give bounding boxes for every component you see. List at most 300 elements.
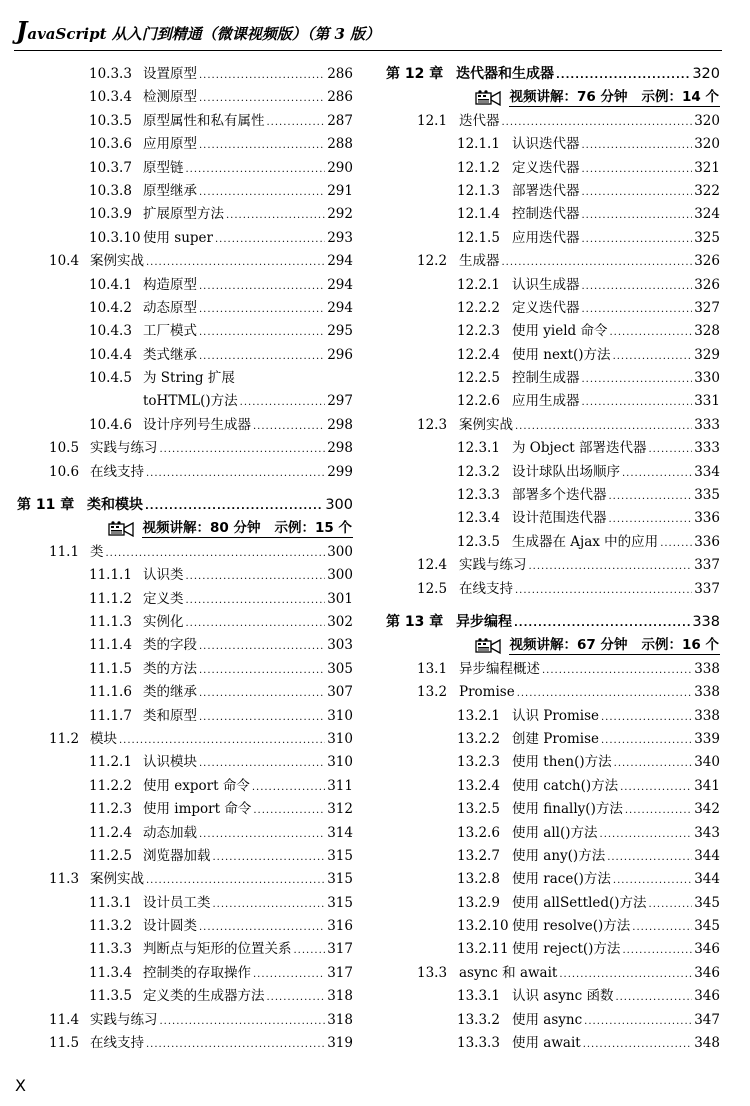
toc-entry-sub[interactable] — [386, 274, 720, 297]
dot-leader — [582, 134, 693, 157]
toc-entry-sec[interactable] — [17, 250, 353, 273]
toc-entry-sub[interactable] — [386, 437, 720, 460]
toc-entry-sub[interactable] — [386, 938, 720, 961]
entry-title-line — [143, 751, 353, 775]
entry-title: 工厂模式 — [143, 323, 197, 340]
dot-leader — [648, 438, 692, 461]
toc-entry-sec[interactable] — [386, 554, 720, 577]
entry-title-line — [90, 1009, 353, 1033]
toc-entry-sec[interactable] — [386, 658, 720, 681]
entry-title-line — [143, 414, 353, 438]
toc-entry-sub[interactable] — [17, 915, 353, 938]
entry-title-line — [143, 320, 353, 344]
entry-title-line — [512, 484, 720, 508]
toc-entry-sub[interactable] — [17, 658, 353, 681]
toc-entry-cont[interactable] — [17, 390, 353, 413]
dot-leader — [622, 939, 692, 962]
toc-entry-sub[interactable] — [17, 962, 353, 985]
toc-entry-sub[interactable] — [17, 775, 353, 798]
entry-title-line — [143, 985, 353, 1009]
entry-page-number: 344 — [694, 847, 720, 864]
entry-number: 10.3.4 — [89, 89, 132, 106]
toc-entry-sub[interactable] — [386, 227, 720, 250]
entry-page-number: 329 — [694, 346, 720, 363]
toc-entry-sub[interactable] — [386, 798, 720, 821]
entry-number: 11.3.2 — [89, 918, 132, 935]
toc-entry-sec[interactable] — [386, 681, 720, 704]
entry-number: 13.2 — [417, 684, 448, 701]
entry-number: 13.2.6 — [457, 824, 500, 841]
entry-title: 类的方法 — [143, 660, 197, 677]
entry-title-line — [512, 203, 720, 227]
dot-leader — [146, 462, 325, 485]
entry-number: 13.2.8 — [457, 871, 500, 888]
entry-title-line — [143, 86, 353, 110]
toc-entry-sub[interactable] — [386, 297, 720, 320]
section-gap — [17, 484, 353, 494]
dot-leader — [253, 963, 325, 986]
toc-entry-sub[interactable] — [386, 705, 720, 728]
dot-leader — [199, 345, 325, 368]
toc-entry-sec[interactable] — [386, 110, 720, 133]
entry-page-number: 322 — [694, 182, 720, 199]
toc-entry-sub[interactable] — [17, 798, 353, 821]
toc-entry-sub[interactable] — [386, 320, 720, 343]
book-title-rest: avaScript 从入门到精通（微课视频版）（第 3 版） — [27, 25, 381, 43]
dot-leader — [609, 321, 692, 344]
dot-leader — [199, 635, 325, 658]
entry-title: 创建 Promise — [512, 730, 599, 747]
entry-title: 部署多个迭代器 — [512, 487, 607, 504]
dot-leader — [213, 846, 326, 869]
entry-title: 认识生成器 — [512, 276, 580, 293]
toc-entry-sub[interactable] — [386, 775, 720, 798]
entry-title-line — [143, 297, 353, 321]
dot-leader — [582, 204, 693, 227]
toc-column-left — [17, 63, 353, 1055]
entry-page-number: 307 — [327, 684, 353, 701]
entry-title: 案例实战 — [90, 253, 144, 270]
entry-title-line — [143, 63, 353, 87]
toc-entry-sec[interactable] — [17, 1009, 353, 1032]
entry-page-number: 346 — [694, 964, 720, 981]
entry-title-line — [143, 938, 353, 962]
entry-title-line — [456, 63, 720, 87]
entry-title: 部署迭代器 — [512, 182, 580, 199]
entry-page-number: 334 — [694, 463, 720, 480]
entry-title: 使用 next()方法 — [512, 346, 611, 363]
toc-entry-sub[interactable] — [17, 892, 353, 915]
entry-page-number: 346 — [694, 988, 720, 1005]
entry-page-number: 301 — [327, 590, 353, 607]
toc-entry-sub[interactable] — [386, 157, 720, 180]
toc-entry-sub[interactable] — [17, 985, 353, 1008]
entry-title: 判断点与矩形的位置关系 — [143, 941, 292, 958]
toc-entry-sub[interactable] — [386, 868, 720, 891]
entry-title-line — [459, 578, 720, 602]
entry-title: 浏览器加载 — [143, 847, 211, 864]
toc-entry-sub[interactable] — [17, 110, 353, 133]
entry-number: 11.2.2 — [89, 777, 132, 794]
entry-title-line — [512, 705, 720, 729]
dot-leader — [146, 251, 325, 274]
toc-entry-sub[interactable] — [17, 63, 353, 86]
entry-number: 12.1.3 — [457, 182, 500, 199]
entry-number: 12.2.1 — [457, 276, 500, 293]
entry-page-number: 324 — [694, 206, 720, 223]
entry-title: 使用 async — [512, 1011, 583, 1028]
toc-entry-sub[interactable] — [386, 822, 720, 845]
entry-number: 13.2.4 — [457, 777, 500, 794]
entry-page-number: 291 — [327, 182, 353, 199]
entry-number: 11.3 — [49, 871, 80, 888]
dot-leader — [160, 1010, 326, 1033]
video-info-row — [386, 86, 720, 109]
entry-title-line — [143, 227, 353, 251]
toc-entry-chapter[interactable] — [386, 611, 720, 634]
dot-leader — [199, 275, 325, 298]
entry-page-number: 346 — [694, 941, 720, 958]
toc-entry-sub[interactable] — [17, 274, 353, 297]
entry-number: 13.2.2 — [457, 730, 500, 747]
toc-entry-sub[interactable] — [386, 390, 720, 413]
entry-page-number: 300 — [327, 567, 353, 584]
entry-title: 迭代器和生成器 — [456, 66, 554, 82]
entry-title-line — [512, 798, 720, 822]
entry-title: 认识 async 函数 — [512, 988, 614, 1005]
entry-title: 应用生成器 — [512, 393, 580, 410]
entry-title: 使用 race()方法 — [512, 871, 611, 888]
entry-page-number: 343 — [694, 824, 720, 841]
dot-leader — [609, 485, 693, 508]
toc-entry-sub[interactable] — [386, 203, 720, 226]
toc-entry-sub[interactable] — [386, 1032, 720, 1055]
toc-entry-chapter[interactable] — [17, 494, 353, 517]
dot-leader — [515, 415, 692, 438]
entry-page-number: 312 — [327, 801, 353, 818]
entry-title: 动态加载 — [143, 824, 197, 841]
entry-title-line — [143, 588, 353, 612]
entry-title: 使用 reject()方法 — [512, 941, 621, 958]
toc-entry-sub[interactable] — [17, 588, 353, 611]
entry-title: 定义类的生成器方法 — [143, 988, 265, 1005]
toc-entry-sub[interactable] — [17, 227, 353, 250]
entry-number: 11.2.1 — [89, 754, 132, 771]
entry-title: 定义迭代器 — [512, 159, 580, 176]
entry-title-line — [459, 414, 720, 438]
entry-title-line — [512, 274, 720, 298]
entry-title-line — [143, 845, 353, 869]
entry-title-line — [512, 507, 720, 531]
entry-title: 应用原型 — [143, 136, 197, 153]
toc-entry-sub[interactable] — [17, 681, 353, 704]
entry-title: 模块 — [90, 730, 117, 747]
entry-title: 在线支持 — [90, 463, 144, 480]
entry-title: 类和模块 — [87, 497, 143, 514]
entry-title-line — [143, 344, 353, 368]
dot-leader — [253, 799, 325, 822]
toc-entry-sec[interactable] — [17, 1032, 353, 1055]
toc-entry-sub[interactable] — [386, 892, 720, 915]
dot-leader — [267, 986, 326, 1009]
dot-leader — [253, 415, 325, 438]
toc-entry-sec[interactable] — [386, 962, 720, 985]
entry-title-line — [143, 274, 353, 298]
toc-entry-sub[interactable] — [386, 484, 720, 507]
entry-title: 认识 Promise — [512, 707, 599, 724]
dot-leader — [582, 275, 693, 298]
entry-title-line — [90, 250, 353, 274]
dot-leader — [542, 659, 692, 682]
dot-leader — [582, 368, 693, 391]
entry-number: 10.4 — [49, 253, 80, 270]
entry-number: 11.2.5 — [89, 847, 132, 864]
entry-title-line — [90, 437, 353, 461]
entry-title: 原型继承 — [143, 182, 197, 199]
toc-entry-sub[interactable] — [386, 133, 720, 156]
book-title — [16, 16, 380, 45]
entry-number: 13.2.9 — [457, 894, 500, 911]
entry-title-line — [90, 868, 353, 892]
toc-entry-sub[interactable] — [17, 297, 353, 320]
entry-title: 在线支持 — [459, 580, 513, 597]
toc-entry-sub[interactable] — [17, 414, 353, 437]
toc-entry-sub[interactable] — [17, 705, 353, 728]
entry-page-number: 300 — [325, 497, 353, 514]
dot-leader — [600, 823, 693, 846]
toc-entry-sub[interactable] — [386, 180, 720, 203]
toc-entry-sec[interactable] — [17, 868, 353, 891]
entry-number: 10.5 — [49, 440, 80, 457]
dot-leader — [632, 916, 692, 939]
entry-page-number: 298 — [327, 416, 353, 433]
dot-leader — [146, 869, 325, 892]
entry-title-line — [512, 775, 720, 799]
entry-title-line — [512, 390, 720, 414]
toc-entry-sec[interactable] — [17, 541, 353, 564]
entry-title: 使用 import 命令 — [143, 801, 252, 818]
entry-title-line — [512, 938, 720, 962]
toc-entry-sub[interactable] — [17, 367, 353, 390]
toc-entry-sub[interactable] — [17, 344, 353, 367]
toc-entry-sub[interactable] — [386, 751, 720, 774]
entry-page-number: 286 — [327, 66, 353, 82]
toc-entry-sub[interactable] — [386, 507, 720, 530]
toc-entry-chapter[interactable] — [386, 63, 720, 86]
entry-title-line — [512, 1032, 720, 1056]
entry-page-number: 337 — [694, 580, 720, 597]
entry-number: 11.1 — [49, 543, 80, 560]
toc-entry-sub[interactable] — [386, 915, 720, 938]
dot-leader — [660, 532, 692, 555]
entry-number: 11.4 — [49, 1011, 80, 1028]
entry-page-number: 341 — [694, 777, 720, 794]
toc-entry-sec[interactable] — [386, 250, 720, 273]
entry-number: 11.2.3 — [89, 801, 132, 818]
entry-title-line — [512, 1009, 720, 1033]
entry-number: 13.2.10 — [457, 918, 509, 935]
entry-number: 11.1.1 — [89, 567, 132, 584]
entry-page-number: 297 — [327, 393, 353, 410]
entry-page-number: 317 — [327, 964, 353, 981]
entry-title: 使用 allSettled()方法 — [512, 894, 647, 911]
toc-entry-sub[interactable] — [386, 985, 720, 1008]
entry-title-line — [143, 180, 353, 204]
entry-title: 使用 export 命令 — [143, 777, 250, 794]
toc-entry-sub[interactable] — [17, 611, 353, 634]
dot-leader — [583, 1033, 693, 1056]
entry-number: 13.3.1 — [457, 988, 500, 1005]
toc-entry-sub[interactable] — [386, 531, 720, 554]
toc-entry-sub[interactable] — [386, 728, 720, 751]
toc-entry-sub[interactable] — [386, 461, 720, 484]
entry-title: async 和 await — [459, 964, 558, 981]
entry-title: 认识迭代器 — [512, 136, 580, 153]
entry-page-number: 339 — [694, 730, 720, 747]
entry-number: 12.3.5 — [457, 533, 500, 550]
entry-number: 12.3.1 — [457, 440, 500, 457]
toc-entry-sub[interactable] — [17, 634, 353, 657]
entry-page-number: 317 — [327, 941, 353, 958]
entry-page-number: 335 — [694, 487, 720, 504]
entry-number: 13.2.3 — [457, 754, 500, 771]
entry-page-number: 293 — [327, 229, 353, 246]
toc-entry-sub[interactable] — [386, 367, 720, 390]
toc-entry-sub[interactable] — [17, 822, 353, 845]
entry-number: 11.3.1 — [89, 894, 132, 911]
entry-title-line — [143, 892, 353, 916]
toc-entry-sec[interactable] — [17, 437, 353, 460]
toc-entry-sec[interactable] — [386, 578, 720, 601]
entry-number: 11.1.3 — [89, 613, 132, 630]
toc-entry-sub[interactable] — [17, 203, 353, 226]
dot-leader — [199, 298, 325, 321]
entry-page-number: 336 — [694, 533, 720, 550]
entry-title-line — [90, 461, 353, 485]
dot-leader — [199, 706, 325, 729]
toc-entry-sub[interactable] — [17, 157, 353, 180]
entry-title: 异步编程 — [456, 613, 512, 630]
entry-page-number: 305 — [327, 660, 353, 677]
entry-title-line — [143, 367, 353, 390]
entry-number: 第 11 章 — [17, 497, 75, 514]
entry-title: 定义类 — [143, 590, 184, 607]
entry-number: 10.3.10 — [89, 229, 141, 246]
entry-title-line — [143, 962, 353, 986]
entry-title: Promise — [459, 684, 515, 701]
entry-title-line — [143, 822, 353, 846]
dot-leader — [106, 542, 326, 565]
toc-entry-sub[interactable] — [17, 133, 353, 156]
dot-leader — [582, 391, 693, 414]
entry-title-line — [512, 320, 720, 344]
entry-title-line — [512, 728, 720, 752]
entry-title-line — [456, 611, 720, 635]
entry-number: 10.6 — [49, 463, 80, 480]
entry-title: 设置原型 — [143, 66, 197, 82]
entry-title: 生成器在 Ajax 中的应用 — [512, 533, 659, 550]
video-lecture-text — [509, 636, 721, 655]
entry-page-number: 292 — [327, 206, 353, 223]
video-lecture-duration: 视频讲解：67 分钟 — [509, 637, 628, 654]
entry-number: 11.1.6 — [89, 684, 132, 701]
entry-page-number: 296 — [327, 346, 353, 363]
dot-leader — [502, 251, 693, 274]
entry-page-number: 348 — [694, 1035, 720, 1052]
entry-title: 生成器 — [459, 253, 500, 270]
video-camera-icon — [475, 90, 501, 106]
entry-number: 12.2.5 — [457, 370, 500, 387]
toc-entry-sub[interactable] — [17, 938, 353, 961]
toc-entry-sub[interactable] — [386, 845, 720, 868]
entry-page-number: 344 — [694, 871, 720, 888]
book-title-initial: J — [16, 16, 28, 45]
toc-entry-sub[interactable] — [17, 564, 353, 587]
entry-title-line — [459, 962, 720, 986]
entry-title-line — [143, 915, 353, 939]
entry-title: 使用 any()方法 — [512, 847, 606, 864]
entry-title: 设计范围迭代器 — [512, 510, 607, 527]
toc-entry-sub[interactable] — [17, 320, 353, 343]
toc-entry-sub[interactable] — [386, 344, 720, 367]
toc-entry-sub[interactable] — [17, 845, 353, 868]
entry-title-line — [143, 564, 353, 588]
dot-leader — [186, 158, 326, 181]
toc-entry-sec[interactable] — [17, 728, 353, 751]
entry-title: 设计员工类 — [143, 894, 211, 911]
toc-entry-sec[interactable] — [17, 461, 353, 484]
entry-number: 12.1.1 — [457, 136, 500, 153]
video-lecture-duration: 视频讲解：80 分钟 — [142, 520, 261, 537]
entry-page-number: 328 — [694, 323, 720, 340]
toc-column-right — [386, 63, 720, 1055]
toc-entry-sub[interactable] — [17, 180, 353, 203]
entry-title: 类的继承 — [143, 684, 197, 701]
entry-title: 使用 all()方法 — [512, 824, 598, 841]
toc-entry-sec[interactable] — [386, 414, 720, 437]
entry-number: 12.1 — [417, 112, 448, 129]
entry-title-line — [143, 133, 353, 157]
toc-entry-sub[interactable] — [386, 1009, 720, 1032]
entry-page-number: 345 — [694, 894, 720, 911]
video-info — [475, 634, 721, 657]
dot-leader — [146, 1033, 325, 1056]
entry-number: 10.3.7 — [89, 159, 132, 176]
entry-page-number: 294 — [327, 299, 353, 316]
entry-title-line — [143, 110, 353, 134]
entry-title: 认识模块 — [143, 754, 197, 771]
entry-title-line — [143, 157, 353, 181]
entry-title: 控制类的存取操作 — [143, 964, 251, 981]
toc-entry-sub[interactable] — [17, 751, 353, 774]
entry-title: 在线支持 — [90, 1035, 144, 1052]
entry-title-line — [512, 751, 720, 775]
entry-page-number: 321 — [694, 159, 720, 176]
entry-title: 使用 super — [143, 229, 213, 246]
dot-leader — [160, 438, 326, 461]
toc-entry-sub[interactable] — [17, 86, 353, 109]
dot-leader — [199, 659, 325, 682]
dot-leader — [252, 776, 325, 799]
entry-title-line — [143, 705, 353, 729]
entry-title: 定义迭代器 — [512, 299, 580, 316]
entry-page-number: 337 — [694, 557, 720, 574]
entry-title: 使用 then()方法 — [512, 754, 612, 771]
entry-title: 认识类 — [143, 567, 184, 584]
entry-number: 11.1.4 — [89, 637, 132, 654]
dot-leader — [240, 391, 326, 414]
entry-page-number: 287 — [327, 112, 353, 129]
